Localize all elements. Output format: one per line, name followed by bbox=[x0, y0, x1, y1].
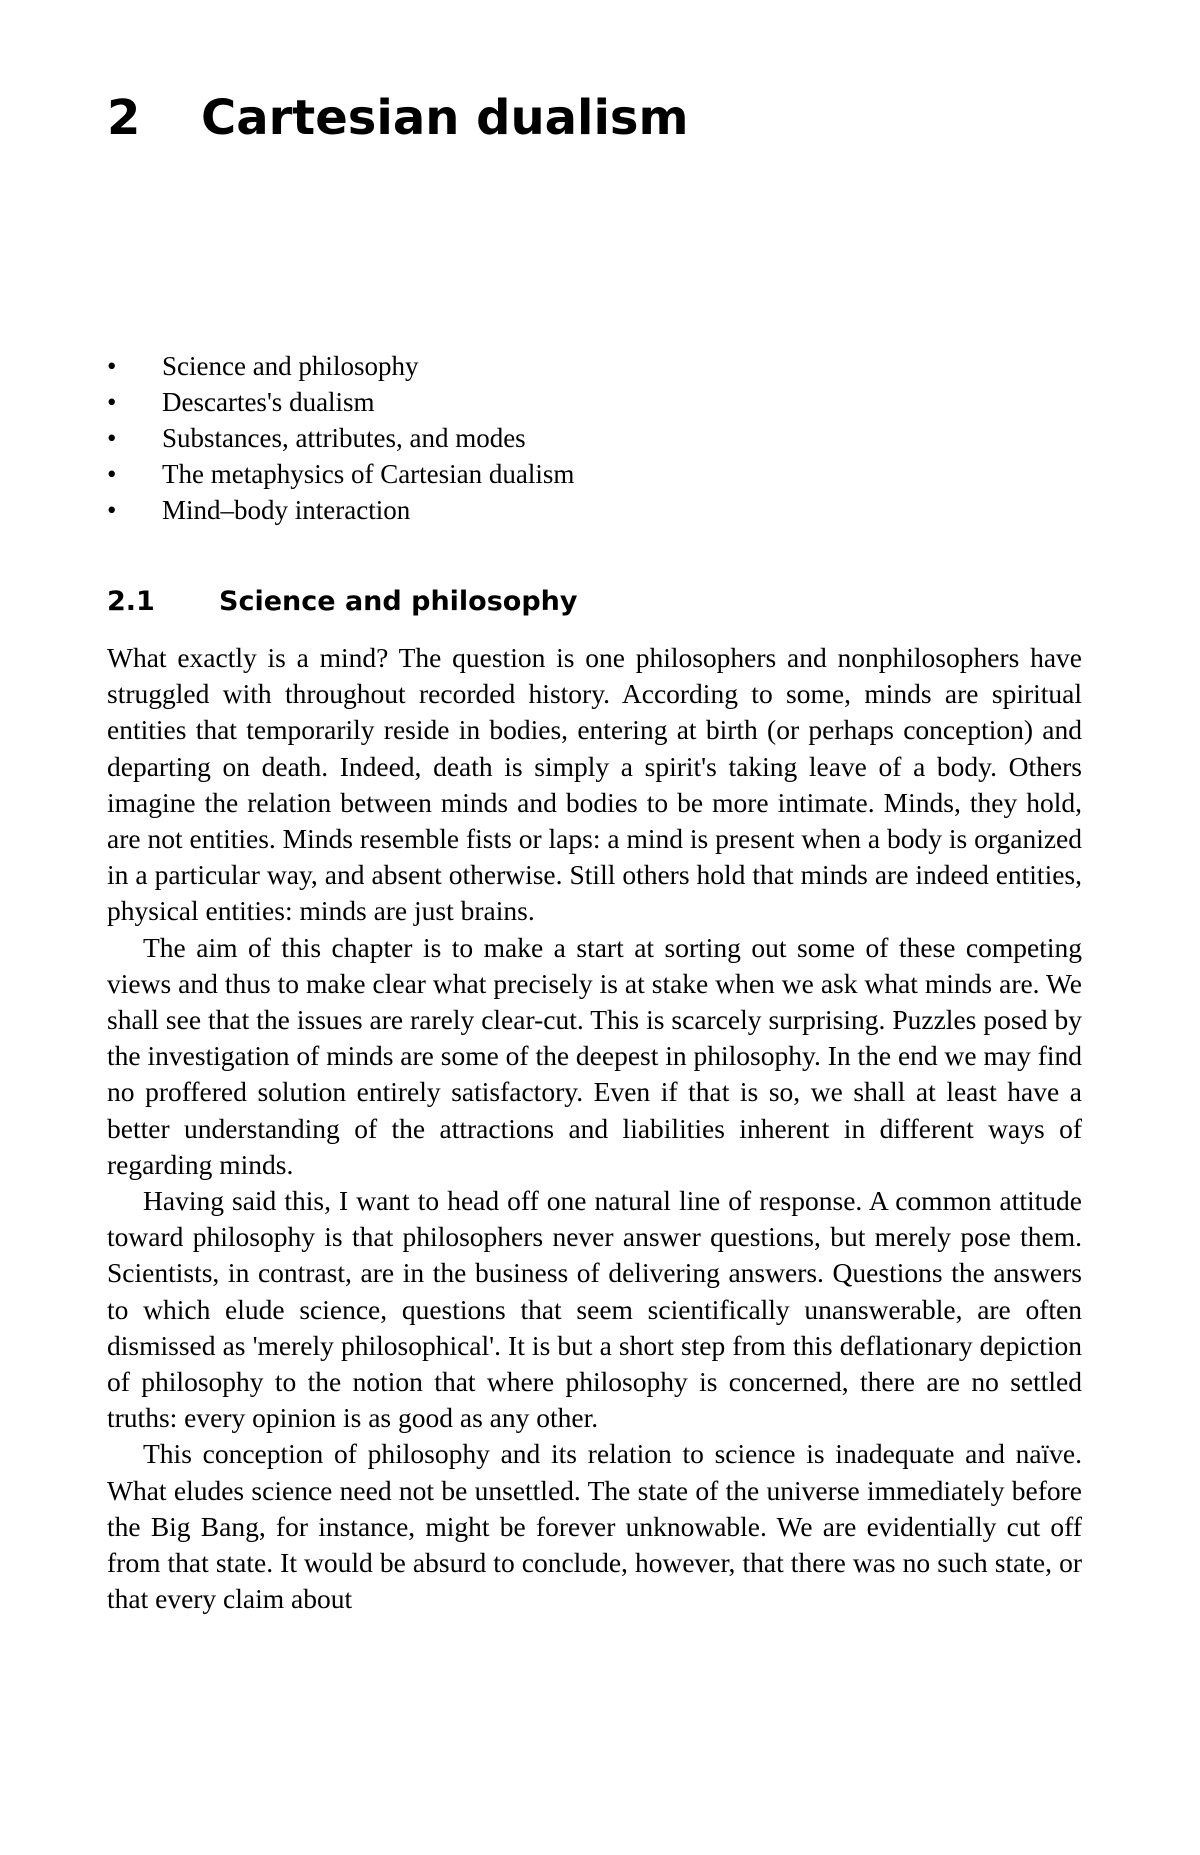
paragraph: This conception of philosophy and its relation to science is inadequate and naïve. What eludes science need not be unsettled. The state of the universe immediately before the Big Bang, for instance, might be forever unknowable. We are evidentially cut off from that state. It would be absurd to conclude, however, that there was no such state, or that every claim about bbox=[107, 1438, 1082, 1615]
contents-item: • Mind–body interaction bbox=[107, 492, 574, 528]
contents-item: • The metaphysics of Cartesian dualism bbox=[107, 456, 574, 492]
paragraph: Having said this, I want to head off one natural line of response. A common attitude toward philosophy is that philosophers never answer questions, but merely pose them. Scientists, in contrast, are in the business of delivering answers. Questions the answers to which elude science, questions that seem scientifically unanswerable, are often dismissed as 'merely philosophical'. It is but a short step from this deflationary depiction of philosophy to the notion that where philosophy is concerned, there are no settled truths: every opinion is as good as any other. bbox=[107, 1185, 1082, 1434]
contents-item: • Substances, attributes, and modes bbox=[107, 420, 574, 456]
chapter-title: Cartesian dualism bbox=[201, 90, 689, 146]
chapter-contents-list bbox=[107, 348, 574, 528]
paragraph: What exactly is a mind? The question is one philosophers and nonphilosophers have struggled with throughout recorded history. According to some, minds are spiritual entities that temporarily reside in bodies, entering at birth (or perhaps conception) and departing on death. Indeed, death is simply a spirit's taking leave of a body. Others imagine the relation between minds and bodies to be more intimate. Minds, they hold, are not entities. Minds resemble fists or laps: a mind is present when a body is organized in a particular way, and absent otherwise. Still others hold that minds are indeed entities, physical entities: minds are just brains. bbox=[107, 642, 1082, 927]
section-title: Science and philosophy bbox=[219, 586, 578, 617]
body-text bbox=[107, 640, 1082, 1617]
section-heading bbox=[107, 584, 578, 620]
paragraph: The aim of this chapter is to make a start at sorting out some of these competing views and thus to make clear what precisely is at stake when we ask what minds are. We shall see that the issues are rarely clear-cut. This is scarcely surprising. Puzzles posed by the investigation of minds are some of the deepest in philosophy. In the end we may find no proffered solution entirely satisfactory. Even if that is so, we shall at least have a better understanding of the attractions and liabilities inherent in different ways of regarding minds. bbox=[107, 931, 1083, 1180]
section-number: 2.1 bbox=[107, 586, 155, 617]
chapter-heading bbox=[107, 88, 689, 148]
contents-item: • Science and philosophy bbox=[107, 348, 574, 384]
chapter-number: 2 bbox=[107, 90, 141, 146]
contents-item: • Descartes's dualism bbox=[107, 384, 574, 420]
